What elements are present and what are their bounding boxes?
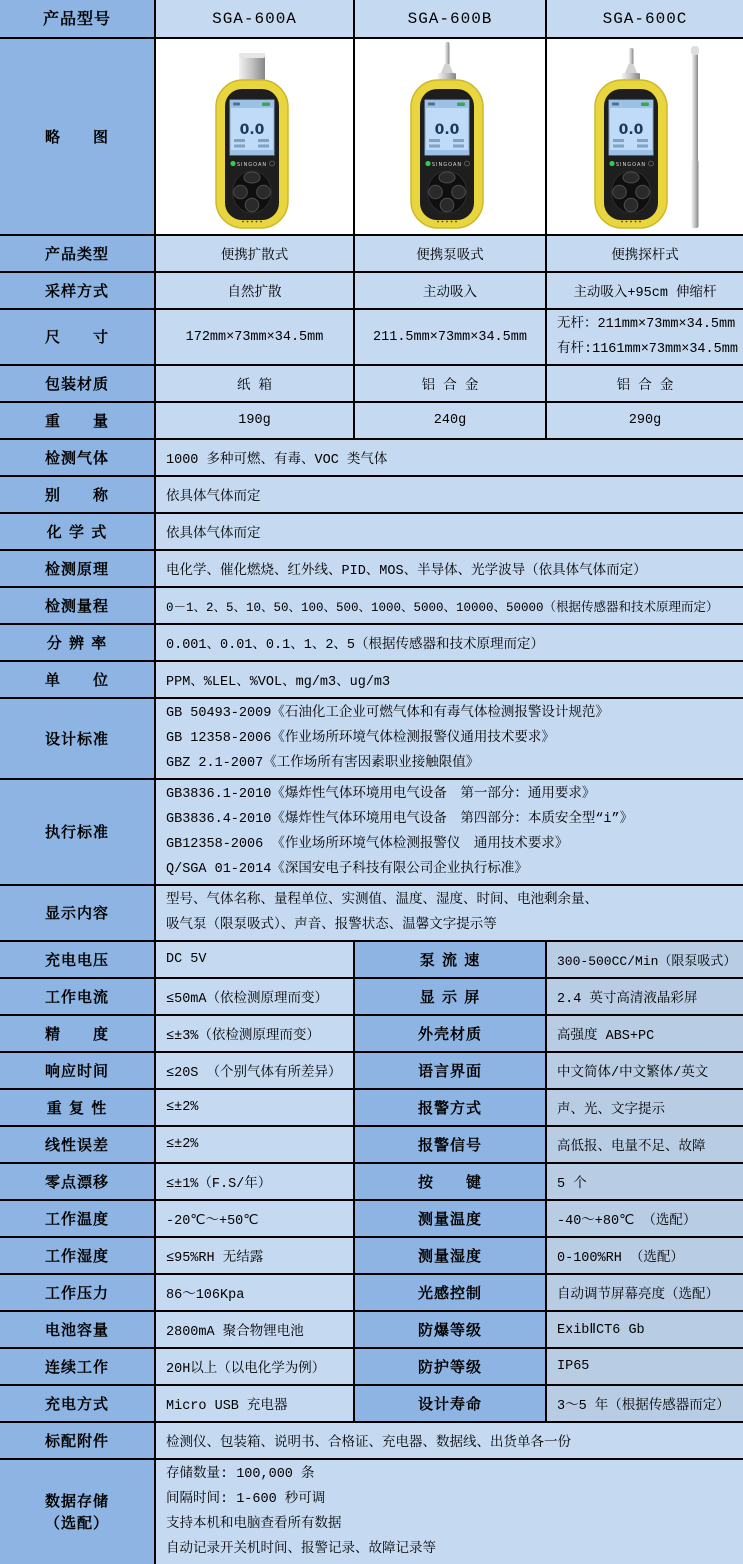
spec-value: Micro USB 充电器 bbox=[155, 1385, 354, 1422]
spec-value bbox=[155, 698, 743, 779]
row-label-right: 光感控制 bbox=[354, 1274, 546, 1311]
spec-value: 172mm×73mm×34.5mm bbox=[155, 309, 354, 365]
spec-row bbox=[0, 587, 743, 624]
row-label: 分 辨 率 bbox=[0, 624, 155, 661]
spec-value: 0－1、2、5、10、50、100、500、1000、5000、10000、50000（根据传感器和技术原理而定） bbox=[155, 587, 743, 624]
spec-row bbox=[0, 1126, 743, 1163]
row-label-right: 设计寿命 bbox=[354, 1385, 546, 1422]
row-label: 线性误差 bbox=[0, 1126, 155, 1163]
spec-row bbox=[0, 402, 743, 439]
spec-value-line: 有杆:1161mm×73mm×34.5mm bbox=[557, 342, 738, 357]
svg-text:0.0: 0.0 bbox=[434, 121, 460, 138]
spec-row bbox=[0, 698, 743, 779]
row-label: 零点漂移 bbox=[0, 1163, 155, 1200]
row-label: 精 度 bbox=[0, 1015, 155, 1052]
spec-value-line: 吸气泵（限泵吸式）、声音、报警状态、温馨文字提示等 bbox=[166, 918, 497, 933]
gas-detector-illustration bbox=[189, 42, 321, 232]
spec-value: ≤20S （个别气体有所差异） bbox=[155, 1052, 354, 1089]
row-label: 重 复 性 bbox=[0, 1089, 155, 1126]
row-label-right: 测量温度 bbox=[354, 1200, 546, 1237]
row-label: 单 位 bbox=[0, 661, 155, 698]
spec-body bbox=[0, 235, 743, 1564]
spec-value: 检测仪、包装箱、说明书、合格证、充电器、数据线、出货单各一份 bbox=[155, 1422, 743, 1459]
row-label-right: 显 示 屏 bbox=[354, 978, 546, 1015]
row-label: 工作压力 bbox=[0, 1274, 155, 1311]
spec-value: 铝 合 金 bbox=[546, 365, 743, 402]
spec-row bbox=[0, 1274, 743, 1311]
spec-row bbox=[0, 1015, 743, 1052]
spec-value-line: GBZ 2.1-2007《工作场所有害因素职业接触限值》 bbox=[166, 756, 480, 771]
spec-row bbox=[0, 978, 743, 1015]
spec-value: 211.5mm×73mm×34.5mm bbox=[354, 309, 546, 365]
spec-row bbox=[0, 1163, 743, 1200]
row-label: 工作温度 bbox=[0, 1200, 155, 1237]
row-label: 别 称 bbox=[0, 476, 155, 513]
spec-value: 电化学、催化燃烧、红外线、PID、MOS、半导体、光学波导（依具体气体而定） bbox=[155, 550, 743, 587]
spec-value: 20H以上（以电化学为例） bbox=[155, 1348, 354, 1385]
spec-value: 高强度 ABS+PC bbox=[546, 1015, 743, 1052]
row-label: 工作电流 bbox=[0, 978, 155, 1015]
spec-value bbox=[155, 1459, 743, 1564]
row-label: 产品类型 bbox=[0, 235, 155, 272]
sketch-row bbox=[0, 38, 743, 235]
spec-row bbox=[0, 476, 743, 513]
row-label: 标配附件 bbox=[0, 1422, 155, 1459]
spec-value: 便携扩散式 bbox=[155, 235, 354, 272]
spec-value: 主动吸入 bbox=[354, 272, 546, 309]
row-label-right: 测量湿度 bbox=[354, 1237, 546, 1274]
spec-value-line: 间隔时间: 1-600 秒可调 bbox=[166, 1492, 326, 1507]
spec-value: 0.001、0.01、0.1、1、2、5（根据传感器和技术原理而定） bbox=[155, 624, 743, 661]
svg-text:SINGOAN: SINGOAN bbox=[431, 161, 463, 168]
row-label: 工作湿度 bbox=[0, 1237, 155, 1274]
spec-row bbox=[0, 661, 743, 698]
row-label-right: 防护等级 bbox=[354, 1348, 546, 1385]
row-label: 电池容量 bbox=[0, 1311, 155, 1348]
row-label-right: 语言界面 bbox=[354, 1052, 546, 1089]
spec-row bbox=[0, 885, 743, 941]
spec-value: 290g bbox=[546, 402, 743, 439]
spec-row bbox=[0, 513, 743, 550]
spec-value: ≤50mA（依检测原理而变） bbox=[155, 978, 354, 1015]
spec-row bbox=[0, 1237, 743, 1274]
model-name-sga-600b: SGA-600B bbox=[354, 0, 546, 38]
spec-value: -40～+80℃ （选配） bbox=[546, 1200, 743, 1237]
spec-row bbox=[0, 550, 743, 587]
row-label: 尺 寸 bbox=[0, 309, 155, 365]
row-label: 连续工作 bbox=[0, 1348, 155, 1385]
spec-row bbox=[0, 1459, 743, 1564]
spec-value: ≤±3%（依检测原理而变） bbox=[155, 1015, 354, 1052]
gas-detector-illustration bbox=[579, 42, 711, 232]
spec-row bbox=[0, 1089, 743, 1126]
spec-value: PPM、%LEL、%VOL、mg/m3、ug/m3 bbox=[155, 661, 743, 698]
row-label-right: 报警方式 bbox=[354, 1089, 546, 1126]
row-label: 检测量程 bbox=[0, 587, 155, 624]
spec-value: 2.4 英寸高清液晶彩屏 bbox=[546, 978, 743, 1015]
spec-value: 便携泵吸式 bbox=[354, 235, 546, 272]
spec-value-line: （选配） bbox=[44, 1514, 109, 1532]
spec-value: DC 5V bbox=[155, 941, 354, 978]
spec-value: 声、光、文字提示 bbox=[546, 1089, 743, 1126]
spec-value: 2800mA 聚合物锂电池 bbox=[155, 1311, 354, 1348]
spec-value: 自然扩散 bbox=[155, 272, 354, 309]
spec-row bbox=[0, 941, 743, 978]
spec-value: 3～5 年（根据传感器而定） bbox=[546, 1385, 743, 1422]
spec-value: -20℃～+50℃ bbox=[155, 1200, 354, 1237]
row-label: 显示内容 bbox=[0, 885, 155, 941]
spec-row bbox=[0, 1422, 743, 1459]
spec-value-line: 支持本机和电脑查看所有数据 bbox=[166, 1517, 342, 1532]
row-label: 包装材质 bbox=[0, 365, 155, 402]
spec-row bbox=[0, 1311, 743, 1348]
spec-value: ≤±1%（F.S/年） bbox=[155, 1163, 354, 1200]
spec-value-line: GB3836.4-2010《爆炸性气体环境用电气设备 第四部分：本质安全型“i”》 bbox=[166, 812, 634, 827]
row-label: 设计标准 bbox=[0, 698, 155, 779]
spec-value: 0-100%RH （选配） bbox=[546, 1237, 743, 1274]
row-label: 充电电压 bbox=[0, 941, 155, 978]
spec-value bbox=[155, 885, 743, 941]
spec-row bbox=[0, 624, 743, 661]
row-label bbox=[0, 1459, 155, 1564]
spec-value-line: GB3836.1-2010《爆炸性气体环境用电气设备 第一部分：通用要求》 bbox=[166, 787, 596, 802]
spec-value: 便携探杆式 bbox=[546, 235, 743, 272]
spec-value: 1000 多种可燃、有毒、VOC 类气体 bbox=[155, 439, 743, 476]
header-label: 产品型号 bbox=[0, 0, 155, 38]
svg-text:0.0: 0.0 bbox=[239, 121, 264, 138]
sketch-label: 略 图 bbox=[0, 38, 155, 235]
spec-row bbox=[0, 1348, 743, 1385]
model-name-sga-600c: SGA-600C bbox=[546, 0, 743, 38]
spec-value: 高低报、电量不足、故障 bbox=[546, 1126, 743, 1163]
spec-value: 300-500CC/Min（限泵吸式） bbox=[546, 941, 743, 978]
spec-row bbox=[0, 439, 743, 476]
row-label: 充电方式 bbox=[0, 1385, 155, 1422]
spec-value: 86～106Kpa bbox=[155, 1274, 354, 1311]
spec-row bbox=[0, 365, 743, 402]
spec-row bbox=[0, 1385, 743, 1422]
spec-value: 依具体气体而定 bbox=[155, 476, 743, 513]
spec-value-line: 存储数量: 100,000 条 bbox=[166, 1467, 315, 1482]
spec-value-line: 自动记录开关机时间、报警记录、故障记录等 bbox=[166, 1542, 436, 1557]
spec-row bbox=[0, 272, 743, 309]
row-label: 检测原理 bbox=[0, 550, 155, 587]
spec-row bbox=[0, 1200, 743, 1237]
spec-value: ≤95%RH 无结露 bbox=[155, 1237, 354, 1274]
row-label-right: 防爆等级 bbox=[354, 1311, 546, 1348]
row-label-right: 泵 流 速 bbox=[354, 941, 546, 978]
row-label: 执行标准 bbox=[0, 779, 155, 885]
spec-value: ≤±2% bbox=[155, 1126, 354, 1163]
spec-value bbox=[546, 309, 743, 365]
spec-value: 主动吸入+95cm 伸缩杆 bbox=[546, 272, 743, 309]
spec-value-line: 无杆：211mm×73mm×34.5mm bbox=[557, 317, 736, 332]
header-row bbox=[0, 0, 743, 38]
spec-value: IP65 bbox=[546, 1348, 743, 1385]
row-label: 采样方式 bbox=[0, 272, 155, 309]
spec-row bbox=[0, 309, 743, 365]
spec-value: 纸 箱 bbox=[155, 365, 354, 402]
row-label-right: 按 键 bbox=[354, 1163, 546, 1200]
spec-value: 5 个 bbox=[546, 1163, 743, 1200]
spec-value bbox=[155, 779, 743, 885]
device-photo-sga-600c bbox=[546, 38, 743, 235]
row-label-right: 外壳材质 bbox=[354, 1015, 546, 1052]
svg-text:SINGOAN: SINGOAN bbox=[615, 161, 647, 168]
spec-value-line: GB 12358-2006《作业场所环境气体检测报警仪通用技术要求》 bbox=[166, 731, 555, 746]
spec-value-line: 型号、气体名称、量程单位、实测值、温度、湿度、时间、电池剩余量、 bbox=[166, 893, 598, 908]
spec-value: ≤±2% bbox=[155, 1089, 354, 1126]
row-label: 响应时间 bbox=[0, 1052, 155, 1089]
spec-value: 190g bbox=[155, 402, 354, 439]
spec-value: 中文简体/中文繁体/英文 bbox=[546, 1052, 743, 1089]
spec-value: 依具体气体而定 bbox=[155, 513, 743, 550]
spec-row bbox=[0, 235, 743, 272]
spec-row bbox=[0, 1052, 743, 1089]
spec-value-line: Q/SGA 01-2014《深国安电子科技有限公司企业执行标准》 bbox=[166, 862, 528, 877]
spec-value-line: GB12358-2006 《作业场所环境气体检测报警仪 通用技术要求》 bbox=[166, 837, 569, 852]
row-label: 检测气体 bbox=[0, 439, 155, 476]
spec-value-line: 数据存储 bbox=[44, 1492, 109, 1510]
spec-value: 铝 合 金 bbox=[354, 365, 546, 402]
device-photo-sga-600a bbox=[155, 38, 354, 235]
gas-detector-illustration bbox=[384, 42, 516, 232]
svg-text:0.0: 0.0 bbox=[618, 121, 644, 138]
spec-value: ExibⅡCT6 Gb bbox=[546, 1311, 743, 1348]
svg-text:SINGOAN: SINGOAN bbox=[236, 161, 267, 168]
spec-value: 240g bbox=[354, 402, 546, 439]
row-label: 化 学 式 bbox=[0, 513, 155, 550]
row-label: 重 量 bbox=[0, 402, 155, 439]
spec-value: 自动调节屏幕亮度（选配） bbox=[546, 1274, 743, 1311]
row-label-right: 报警信号 bbox=[354, 1126, 546, 1163]
device-photo-sga-600b bbox=[354, 38, 546, 235]
spec-value-line: GB 50493-2009《石油化工企业可燃气体和有毒气体检测报警设计规范》 bbox=[166, 706, 609, 721]
spec-row bbox=[0, 779, 743, 885]
model-name-sga-600a: SGA-600A bbox=[155, 0, 354, 38]
